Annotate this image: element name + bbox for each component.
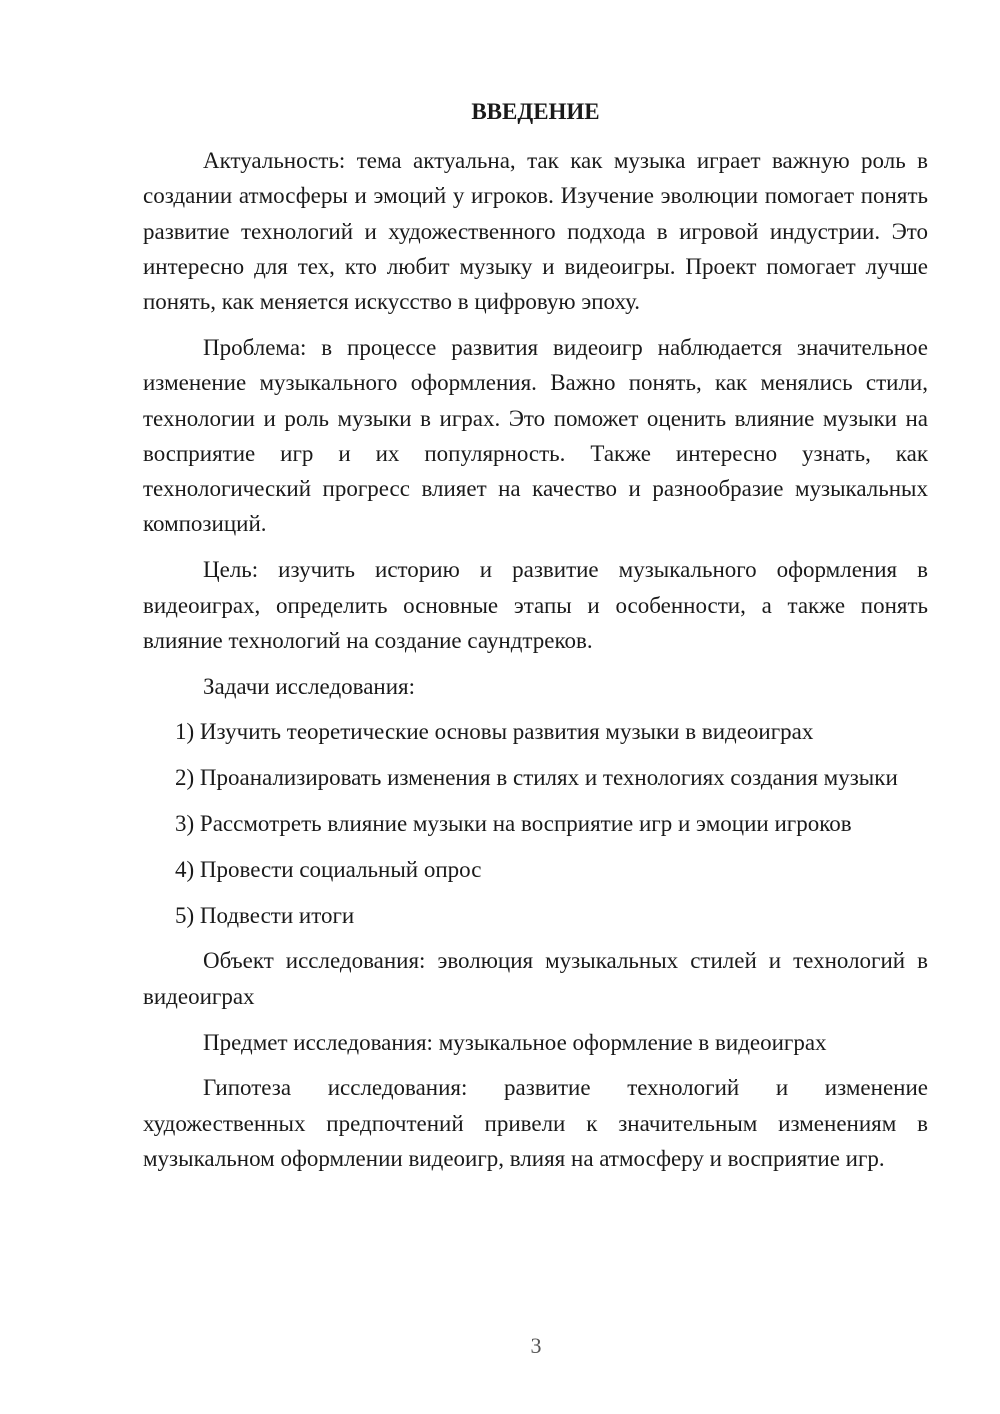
tasks-list bbox=[143, 714, 928, 932]
paragraph-goal: Цель: изучить историю и развитие музыкального оформления в видеоиграх, определить основные этапы и особенности, а также понять влияние технологий на создание саундтреков. bbox=[143, 557, 928, 653]
list-item: 2) Проанализировать изменения в стилях и технологиях создания музыки bbox=[175, 765, 898, 791]
paragraph-hypothesis: Гипотеза исследования: развитие технологий и изменение художественных предпочтений привели к значительным изменениям в музыкальном оформлении видеоигр, влияя на атмосферу и восприятие игр. bbox=[143, 1075, 928, 1171]
section-title: ВВЕДЕНИЕ bbox=[471, 99, 600, 124]
paragraph-relevance: Актуальность: тема актуальна, так как музыка играет важную роль в создании атмосферы и эмоций у игроков. Изучение эволюции помогает понять развитие технологий и художественного подхода в игровой индустрии. Это интересно для тех, кто любит музыку и видеоигры. Проект помогает лучше понять, как меняется искусство в цифровую эпоху. bbox=[143, 148, 928, 315]
list-item: 4) Провести социальный опрос bbox=[175, 856, 482, 882]
paragraph-tasks-heading: Задачи исследования: bbox=[203, 673, 416, 699]
page-number: 3 bbox=[530, 1333, 542, 1358]
list-item: 1) Изучить теоретические основы развития музыки в видеоиграх bbox=[175, 719, 814, 745]
paragraph-problem: Проблема: в процессе развития видеоигр наблюдается значительное изменение музыкального оформления. Важно понять, как менялись стили, технологии и роль музыки в играх. Это поможет оценить влияние музыки на восприятие игр и их популярность. Также интересно узнать, как технологический прогресс влияет на качество и разнообразие музыкальных композиций. bbox=[143, 334, 928, 537]
paragraph-subject: Предмет исследования: музыкальное оформление в видеоиграх bbox=[203, 1029, 827, 1055]
page-content bbox=[143, 94, 928, 1187]
list-item: 5) Подвести итоги bbox=[175, 902, 355, 928]
list-item: 3) Рассмотреть влияние музыки на восприятие игр и эмоции игроков bbox=[175, 811, 852, 837]
paragraph-object: Объект исследования: эволюция музыкальных стилей и технологий в видеоиграх bbox=[143, 948, 928, 1009]
